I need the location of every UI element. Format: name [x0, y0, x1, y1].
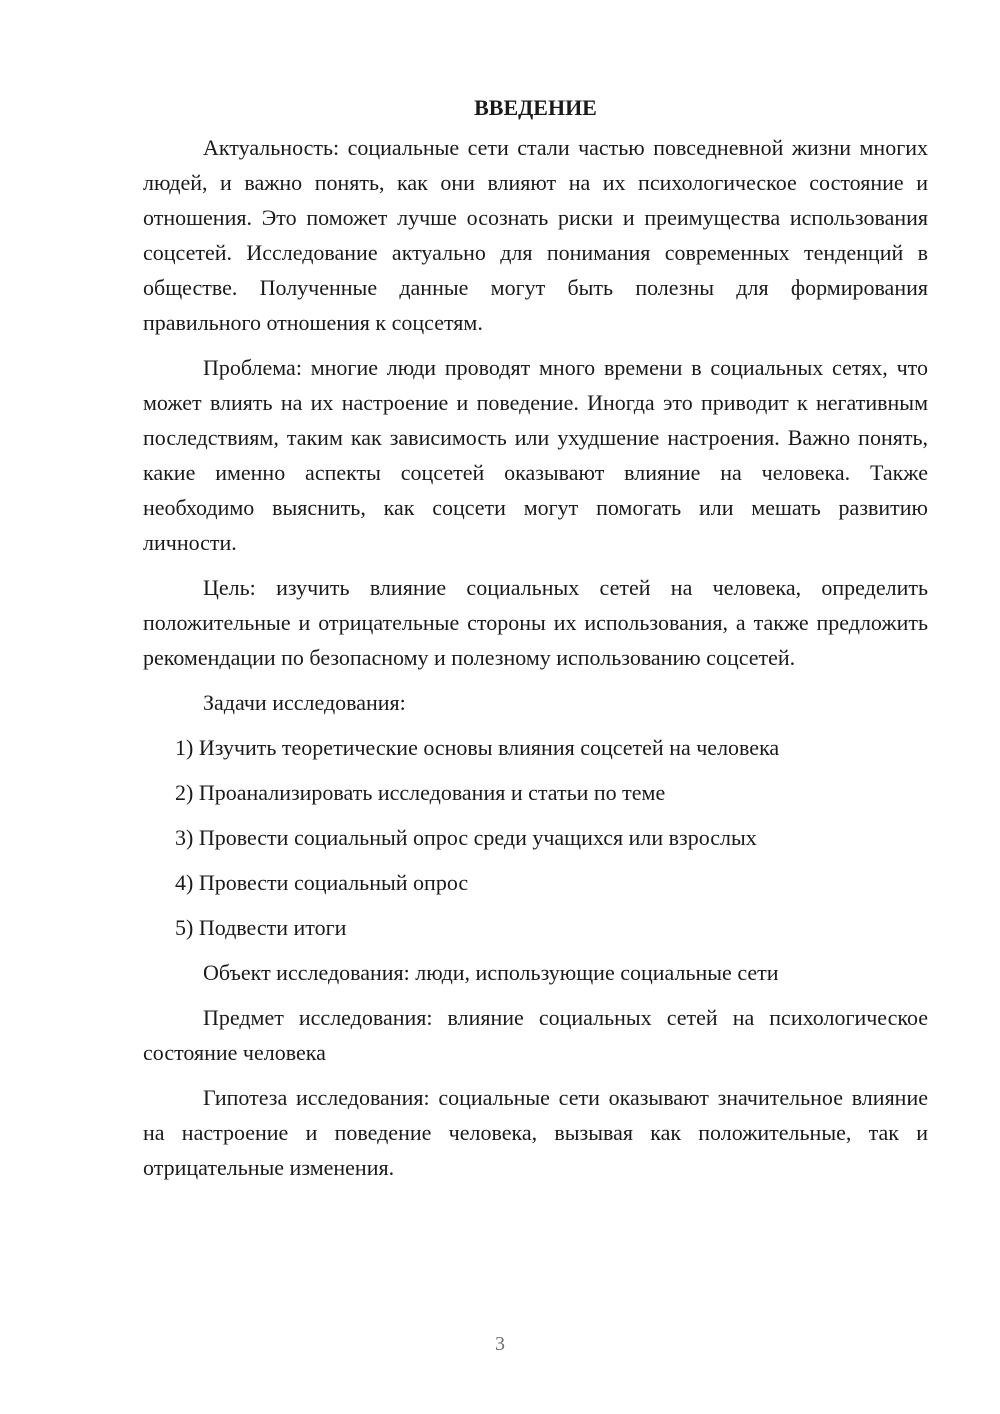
- page-number: 3: [495, 1333, 505, 1355]
- tasks-heading: Задачи исследования:: [203, 690, 406, 715]
- list-item: 3) Провести социальный опрос среди учащихся или взрослых: [175, 825, 757, 850]
- goal-paragraph: Цель: изучить влияние социальных сетей на человека, определить положительные и отрицательные стороны их использования, а также предложить рекомендации по безопасному и полезному использованию соцсетей.: [143, 575, 928, 670]
- hypothesis-paragraph: Гипотеза исследования: социальные сети оказывают значительное влияние на настроение и поведение человека, вызывая как положительные, так и отрицательные изменения.: [143, 1085, 928, 1180]
- subject-paragraph: Предмет исследования: влияние социальных сетей на психологическое состояние человека: [143, 1005, 928, 1065]
- document-page: [143, 90, 928, 1195]
- list-item: 1) Изучить теоретические основы влияния соцсетей на человека: [175, 735, 780, 760]
- page-title: ВВЕДЕНИЕ: [474, 95, 597, 120]
- tasks-list: [143, 730, 928, 945]
- object-paragraph: Объект исследования: люди, использующие социальные сети: [203, 960, 779, 985]
- problem-paragraph: Проблема: многие люди проводят много времени в социальных сетях, что может влиять на их настроение и поведение. Иногда это приводит к негативным последствиям, таким как зависимость или ухудшение настроения. Важно понять, какие именно аспекты соцсетей оказывают влияние на человека. Также необходимо выяснить, как соцсети могут помогать или мешать развитию личности.: [143, 355, 928, 555]
- list-item: 2) Проанализировать исследования и статьи по теме: [175, 780, 666, 805]
- list-item: 5) Подвести итоги: [175, 915, 347, 940]
- relevance-paragraph: Актуальность: социальные сети стали частью повседневной жизни многих людей, и важно понять, как они влияют на их психологическое состояние и отношения. Это поможет лучше осознать риски и преимущества использования соцсетей. Исследование актуально для понимания современных тенденций в обществе. Полученные данные могут быть полезны для формирования правильного отношения к соцсетям.: [143, 135, 928, 335]
- list-item: 4) Провести социальный опрос: [175, 870, 469, 895]
